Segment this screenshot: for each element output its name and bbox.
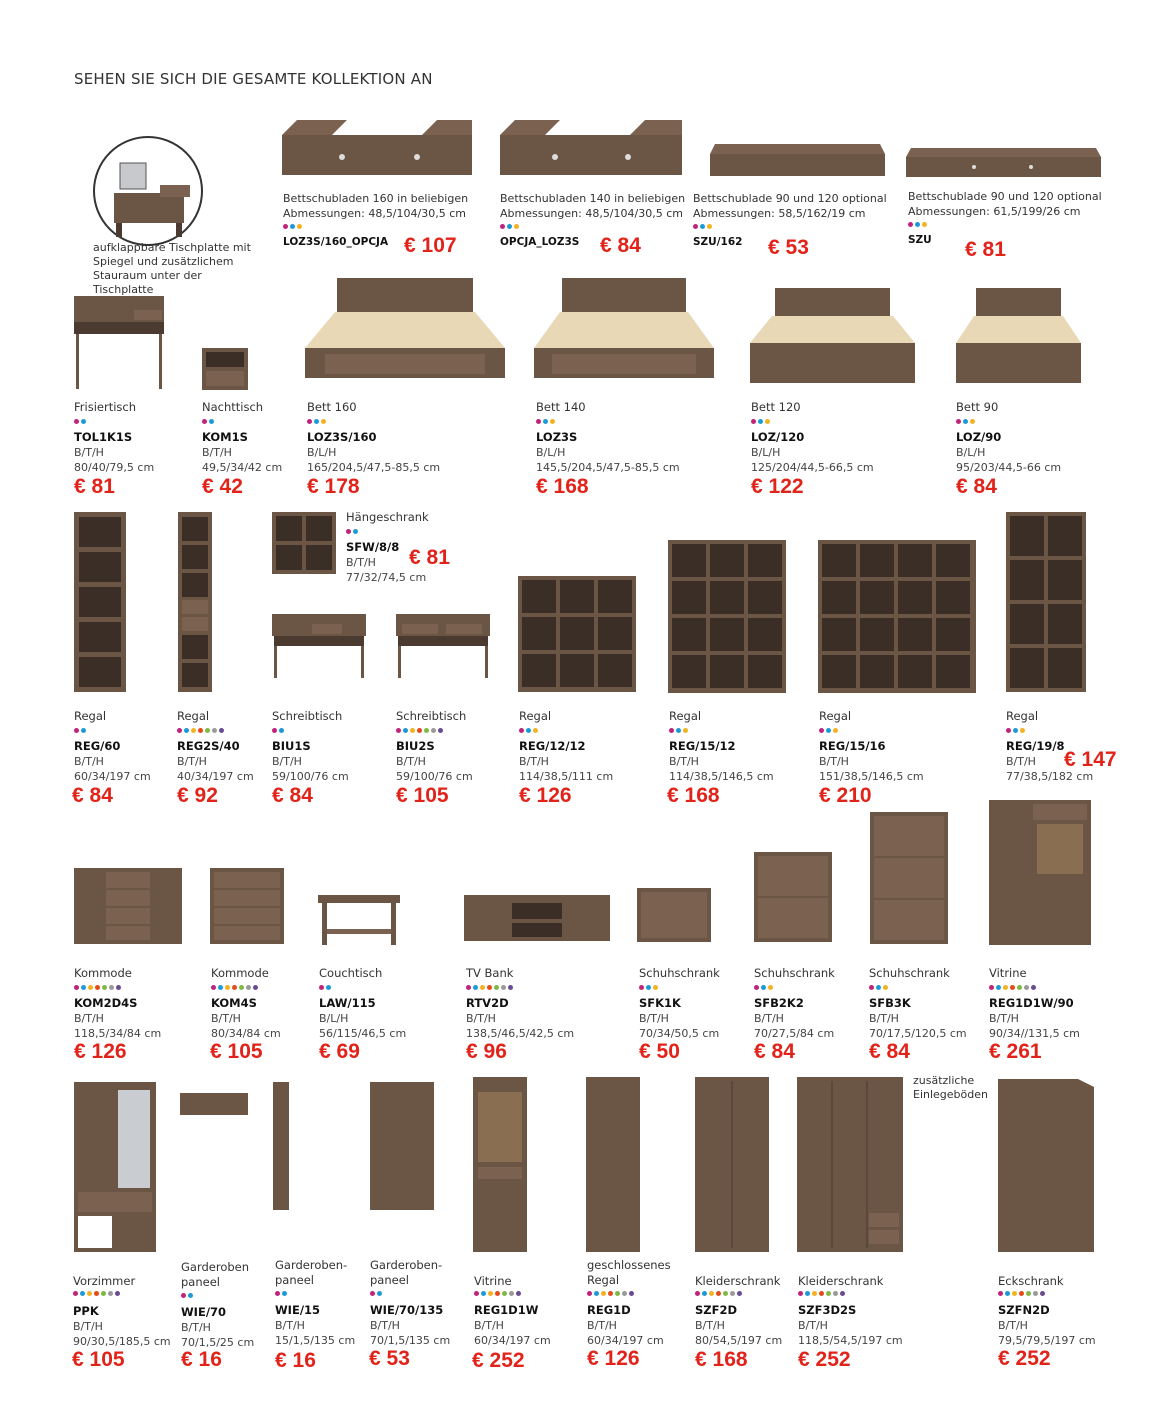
product-code: SFB2K2 <box>754 996 804 1010</box>
product-code: KOM2D4S <box>74 996 138 1010</box>
color-dots <box>283 224 302 229</box>
color-dots <box>177 728 224 733</box>
product-code: BIU1S <box>272 739 311 753</box>
product-price: € 53 <box>768 236 809 259</box>
product-name: Schuhschrank <box>869 966 950 980</box>
product-code: REG2S/40 <box>177 739 240 753</box>
product-price: € 92 <box>177 784 218 807</box>
product-code: LOZ/120 <box>751 430 805 444</box>
product-price: € 168 <box>695 1348 748 1371</box>
product-code: LAW/115 <box>319 996 376 1010</box>
dimensions: 70/27,5/84 cm <box>754 1027 835 1040</box>
product-name: Vitrine <box>989 966 1027 980</box>
dimension-label: B/T/H <box>202 446 232 459</box>
vanity-note: aufklappbare Tischplatte mit Spiegel und zusätzlichem Stauraum unter der Tischplatte <box>93 241 251 296</box>
product-name: Bett 160 <box>307 400 357 414</box>
dimensions: 95/203/44,5-66 cm <box>956 461 1062 474</box>
product-price: € 84 <box>600 234 641 257</box>
color-dots <box>587 1291 634 1296</box>
drawer-image <box>282 115 477 177</box>
color-dots <box>695 1291 742 1296</box>
product-label: Bettschubladen 160 in beliebigen Abmessungen: 48,5/104/30,5 cm <box>283 192 469 220</box>
dimensions: 77/38,5/182 cm <box>1006 770 1094 783</box>
product-code: BIU2S <box>396 739 435 753</box>
product-price: € 81 <box>409 546 450 569</box>
product-price: € 147 <box>1064 748 1117 771</box>
dimension-label: B/T/H <box>74 755 104 768</box>
color-dots <box>869 985 888 990</box>
product-price: € 53 <box>369 1347 410 1370</box>
product-price: € 84 <box>754 1040 795 1063</box>
dresser-image <box>74 868 184 948</box>
dimensions: 15/1,5/135 cm <box>275 1334 356 1347</box>
product-price: € 168 <box>667 784 720 807</box>
product-code: REG/19/8 <box>1006 739 1065 753</box>
dimensions: 80/34/84 cm <box>211 1027 281 1040</box>
shelf-image <box>518 576 638 694</box>
bed-160-image <box>305 278 505 383</box>
color-dots <box>989 985 1036 990</box>
drawer-image <box>906 145 1101 180</box>
product-price: € 105 <box>210 1040 263 1063</box>
dimensions: 145,5/204,5/47,5-85,5 cm <box>536 461 680 474</box>
product-name: Schuhschrank <box>754 966 835 980</box>
color-dots <box>211 985 258 990</box>
product-name: Schuhschrank <box>639 966 720 980</box>
shelf-image <box>1006 512 1088 694</box>
dimension-label: B/T/H <box>519 755 549 768</box>
color-dots <box>798 1291 845 1296</box>
product-name: Hängeschrank <box>346 510 429 524</box>
color-dots <box>74 728 86 733</box>
wall-cabinet-image <box>272 512 338 576</box>
dimensions: 60/34/197 cm <box>74 770 151 783</box>
product-name: Regal <box>519 709 552 723</box>
coat-panel-image <box>180 1093 250 1117</box>
product-price: € 252 <box>472 1349 525 1372</box>
product-price: € 178 <box>307 475 360 498</box>
color-dots <box>181 1293 193 1298</box>
dimensions: 90/34//131,5 cm <box>989 1027 1080 1040</box>
color-dots <box>307 419 326 424</box>
product-name: Kleiderschrank <box>695 1274 781 1288</box>
product-price: € 252 <box>998 1347 1051 1370</box>
product-code: SFK1K <box>639 996 681 1010</box>
dimensions: 165/204,5/47,5-85,5 cm <box>307 461 441 474</box>
dimensions: 60/34/197 cm <box>587 1334 664 1347</box>
dimension-label: B/L/H <box>751 446 781 459</box>
product-name: Vitrine <box>474 1274 512 1288</box>
product-price: € 84 <box>956 475 997 498</box>
dimensions: 49,5/34/42 cm <box>202 461 283 474</box>
drawer-image <box>710 140 885 182</box>
product-name: Regal <box>1006 709 1039 723</box>
product-price: € 122 <box>751 475 804 498</box>
shoe-cabinet-image <box>637 888 713 946</box>
dresser-image <box>210 868 286 948</box>
product-price: € 69 <box>319 1040 360 1063</box>
product-price: € 168 <box>536 475 589 498</box>
product-price: € 50 <box>639 1040 680 1063</box>
wardrobe-image <box>695 1077 771 1255</box>
product-name: Schreibtisch <box>396 709 467 723</box>
product-name: Regal <box>177 709 210 723</box>
product-code: WIE/70 <box>181 1305 227 1319</box>
desk-image <box>396 614 492 680</box>
product-name: Vorzimmer <box>73 1274 136 1288</box>
shelf-image <box>668 540 788 695</box>
dimension-label: B/T/H <box>177 755 207 768</box>
dimensions: 70/1,5/135 cm <box>370 1334 451 1347</box>
color-dots <box>474 1291 521 1296</box>
product-label: Bettschubladen 140 in beliebigen Abmessungen: 48,5/104/30,5 cm <box>500 192 686 220</box>
shelf-image <box>818 540 978 695</box>
dimension-label: B/T/H <box>275 1319 305 1332</box>
dimension-label: B/T/H <box>998 1319 1028 1332</box>
dimension-label: B/T/H <box>798 1319 828 1332</box>
dimension-label: B/L/H <box>307 446 337 459</box>
dimensions: 138,5/46,5/42,5 cm <box>466 1027 575 1040</box>
product-price: € 252 <box>798 1348 851 1371</box>
color-dots <box>500 224 519 229</box>
product-code: LOZ/90 <box>956 430 1002 444</box>
color-dots <box>466 985 513 990</box>
product-name: Garderoben- paneel <box>275 1258 348 1287</box>
color-dots <box>370 1291 382 1296</box>
product-code: SZFN2D <box>998 1303 1050 1317</box>
tv-bench-image <box>464 895 612 945</box>
color-dots <box>956 419 975 424</box>
corner-wardrobe-image <box>998 1077 1096 1255</box>
dimensions: 40/34/197 cm <box>177 770 254 783</box>
product-price: € 107 <box>404 234 457 257</box>
bed-90-image <box>956 288 1081 388</box>
product-price: € 84 <box>272 784 313 807</box>
dimensions: 118,5/34/84 cm <box>74 1027 162 1040</box>
product-code: REG1D1W <box>474 1303 539 1317</box>
closed-shelf-image <box>586 1077 642 1255</box>
color-dots <box>272 728 284 733</box>
color-dots <box>319 985 331 990</box>
wardrobe-image <box>797 1077 905 1255</box>
display-cabinet-image <box>989 800 1093 948</box>
color-dots <box>396 728 443 733</box>
dimension-label: B/T/H <box>370 1319 400 1332</box>
dimensions: 80/40/79,5 cm <box>74 461 155 474</box>
dimensions: 80/54,5/197 cm <box>695 1334 783 1347</box>
product-price: € 96 <box>466 1040 507 1063</box>
dimension-label: B/T/H <box>272 755 302 768</box>
product-code: SZU/162 <box>693 236 743 248</box>
product-price: € 105 <box>396 784 449 807</box>
product-price: € 126 <box>587 1347 640 1370</box>
color-dots <box>908 222 927 227</box>
dimension-label: B/T/H <box>73 1320 103 1333</box>
color-dots <box>73 1291 120 1296</box>
product-name: TV Bank <box>466 966 514 980</box>
product-code: SZF3D2S <box>798 1303 857 1317</box>
color-dots <box>346 529 358 534</box>
page-title: SEHEN SIE SICH DIE GESAMTE KOLLEKTION AN <box>74 70 433 88</box>
dimensions: 56/115/46,5 cm <box>319 1027 407 1040</box>
product-name: Bett 140 <box>536 400 586 414</box>
dimensions: 70/1,5/25 cm <box>181 1336 255 1349</box>
shoe-cabinet-image <box>870 812 950 948</box>
color-dots <box>819 728 838 733</box>
dimensions: 90/30,5/185,5 cm <box>73 1335 171 1348</box>
product-code: KOM4S <box>211 996 257 1010</box>
shelf-image <box>178 512 214 694</box>
product-code: OPCJA_LOZ3S <box>500 236 580 248</box>
dimension-label: B/T/H <box>181 1321 211 1334</box>
product-name: Bett 120 <box>751 400 801 414</box>
color-dots <box>519 728 538 733</box>
coat-panel-image <box>273 1082 291 1212</box>
product-price: € 126 <box>74 1040 127 1063</box>
product-price: € 84 <box>869 1040 910 1063</box>
product-name: Regal <box>74 709 107 723</box>
dimension-label: B/T/H <box>754 1012 784 1025</box>
dimension-label: B/T/H <box>474 1319 504 1332</box>
product-price: € 84 <box>72 784 113 807</box>
dimension-label: B/T/H <box>869 1012 899 1025</box>
dimension-label: B/T/H <box>989 1012 1019 1025</box>
dimensions: 59/100/76 cm <box>396 770 473 783</box>
product-code: SZU <box>908 234 932 246</box>
dimension-label: B/T/H <box>587 1319 617 1332</box>
bed-120-image <box>750 288 915 388</box>
desk-image <box>272 614 368 680</box>
color-dots <box>536 419 555 424</box>
product-name: geschlossenes Regal <box>587 1258 671 1287</box>
color-dots <box>74 985 121 990</box>
product-price: € 16 <box>181 1348 222 1371</box>
shoe-cabinet-image <box>754 852 834 946</box>
dimension-label: B/T/H <box>74 1012 104 1025</box>
product-code: WIE/70/135 <box>370 1303 444 1317</box>
color-dots <box>202 419 214 424</box>
dimensions: 114/38,5/146,5 cm <box>669 770 774 783</box>
dimensions: 70/17,5/120,5 cm <box>869 1027 967 1040</box>
product-name: Bett 90 <box>956 400 999 414</box>
dimensions: 70/34/50,5 cm <box>639 1027 720 1040</box>
product-code: LOZ3S <box>536 430 578 444</box>
product-code: RTV2D <box>466 996 509 1010</box>
shelves-note: zusätzliche Einlegeböden <box>913 1074 988 1101</box>
color-dots <box>693 224 712 229</box>
dimension-label: B/T/H <box>346 556 376 569</box>
product-price: € 16 <box>275 1349 316 1372</box>
dimension-label: B/T/H <box>1006 755 1036 768</box>
dimensions: 114/38,5/111 cm <box>519 770 614 783</box>
dimension-label: B/T/H <box>74 446 104 459</box>
coat-panel-image <box>370 1082 436 1212</box>
product-name: Kommode <box>211 966 269 980</box>
color-dots <box>751 419 770 424</box>
product-name: Couchtisch <box>319 966 383 980</box>
product-code: SFB3K <box>869 996 911 1010</box>
product-price: € 261 <box>989 1040 1042 1063</box>
product-price: € 42 <box>202 475 243 498</box>
dimension-label: B/L/H <box>319 1012 349 1025</box>
product-name: Regal <box>669 709 702 723</box>
product-code: LOZ3S/160 <box>307 430 377 444</box>
coffee-table-image <box>318 895 402 947</box>
product-code: SZF2D <box>695 1303 738 1317</box>
product-price: € 126 <box>519 784 572 807</box>
dimension-label: B/L/H <box>536 446 566 459</box>
dimensions: 59/100/76 cm <box>272 770 349 783</box>
shelf-image <box>74 512 128 694</box>
product-name: Garderoben- paneel <box>370 1258 443 1287</box>
dimensions: 151/38,5/146,5 cm <box>819 770 924 783</box>
product-price: € 105 <box>72 1348 125 1371</box>
product-code: TOL1K1S <box>74 430 133 444</box>
product-name: Regal <box>819 709 852 723</box>
product-name: Kommode <box>74 966 132 980</box>
product-code: REG/60 <box>74 739 121 753</box>
display-cabinet-image <box>473 1077 529 1255</box>
color-dots <box>74 419 86 424</box>
product-name: Kleiderschrank <box>798 1274 884 1288</box>
hallway-set-image <box>74 1082 158 1254</box>
product-label: Bettschublade 90 und 120 optional Abmessungen: 61,5/199/26 cm <box>908 190 1102 218</box>
dimensions: 118,5/54,5/197 cm <box>798 1334 903 1347</box>
color-dots <box>669 728 688 733</box>
nightstand-image <box>202 348 250 392</box>
product-code: REG/12/12 <box>519 739 586 753</box>
product-code: LOZ3S/160_OPCJA <box>283 236 389 248</box>
dimension-label: B/T/H <box>396 755 426 768</box>
color-dots <box>639 985 658 990</box>
product-price: € 81 <box>74 475 115 498</box>
color-dots <box>1006 728 1025 733</box>
color-dots <box>998 1291 1045 1296</box>
dimension-label: B/T/H <box>669 755 699 768</box>
product-name: Frisiertisch <box>74 400 136 414</box>
vanity-table-image <box>74 296 166 392</box>
color-dots <box>754 985 773 990</box>
dimension-label: B/L/H <box>956 446 986 459</box>
dimension-label: B/T/H <box>466 1012 496 1025</box>
product-code: REG/15/16 <box>819 739 886 753</box>
bed-140-image <box>534 278 714 383</box>
dimension-label: B/T/H <box>695 1319 725 1332</box>
product-name: Schreibtisch <box>272 709 343 723</box>
dimensions: 79,5/79,5/197 cm <box>998 1334 1096 1347</box>
product-code: REG/15/12 <box>669 739 736 753</box>
product-code: PPK <box>73 1304 99 1318</box>
color-dots <box>275 1291 287 1296</box>
product-code: KOM1S <box>202 430 248 444</box>
dimension-label: B/T/H <box>819 755 849 768</box>
product-code: SFW/8/8 <box>346 540 400 554</box>
product-code: WIE/15 <box>275 1303 321 1317</box>
dimension-label: B/T/H <box>211 1012 241 1025</box>
product-label: Bettschublade 90 und 120 optional Abmessungen: 58,5/162/19 cm <box>693 192 887 220</box>
dimensions: 77/32/74,5 cm <box>346 571 427 584</box>
product-name: Nachttisch <box>202 400 264 414</box>
drawer-image <box>500 115 685 177</box>
product-price: € 81 <box>965 238 1006 261</box>
product-code: REG1D <box>587 1303 631 1317</box>
product-price: € 210 <box>819 784 872 807</box>
product-code: REG1D1W/90 <box>989 996 1074 1010</box>
product-name: Eckschrank <box>998 1274 1064 1288</box>
dimensions: 125/204/44,5-66,5 cm <box>751 461 874 474</box>
dimensions: 60/34/197 cm <box>474 1334 551 1347</box>
product-name: Garderoben paneel <box>181 1260 250 1289</box>
dimension-label: B/T/H <box>639 1012 669 1025</box>
vanity-detail-image <box>92 135 204 247</box>
